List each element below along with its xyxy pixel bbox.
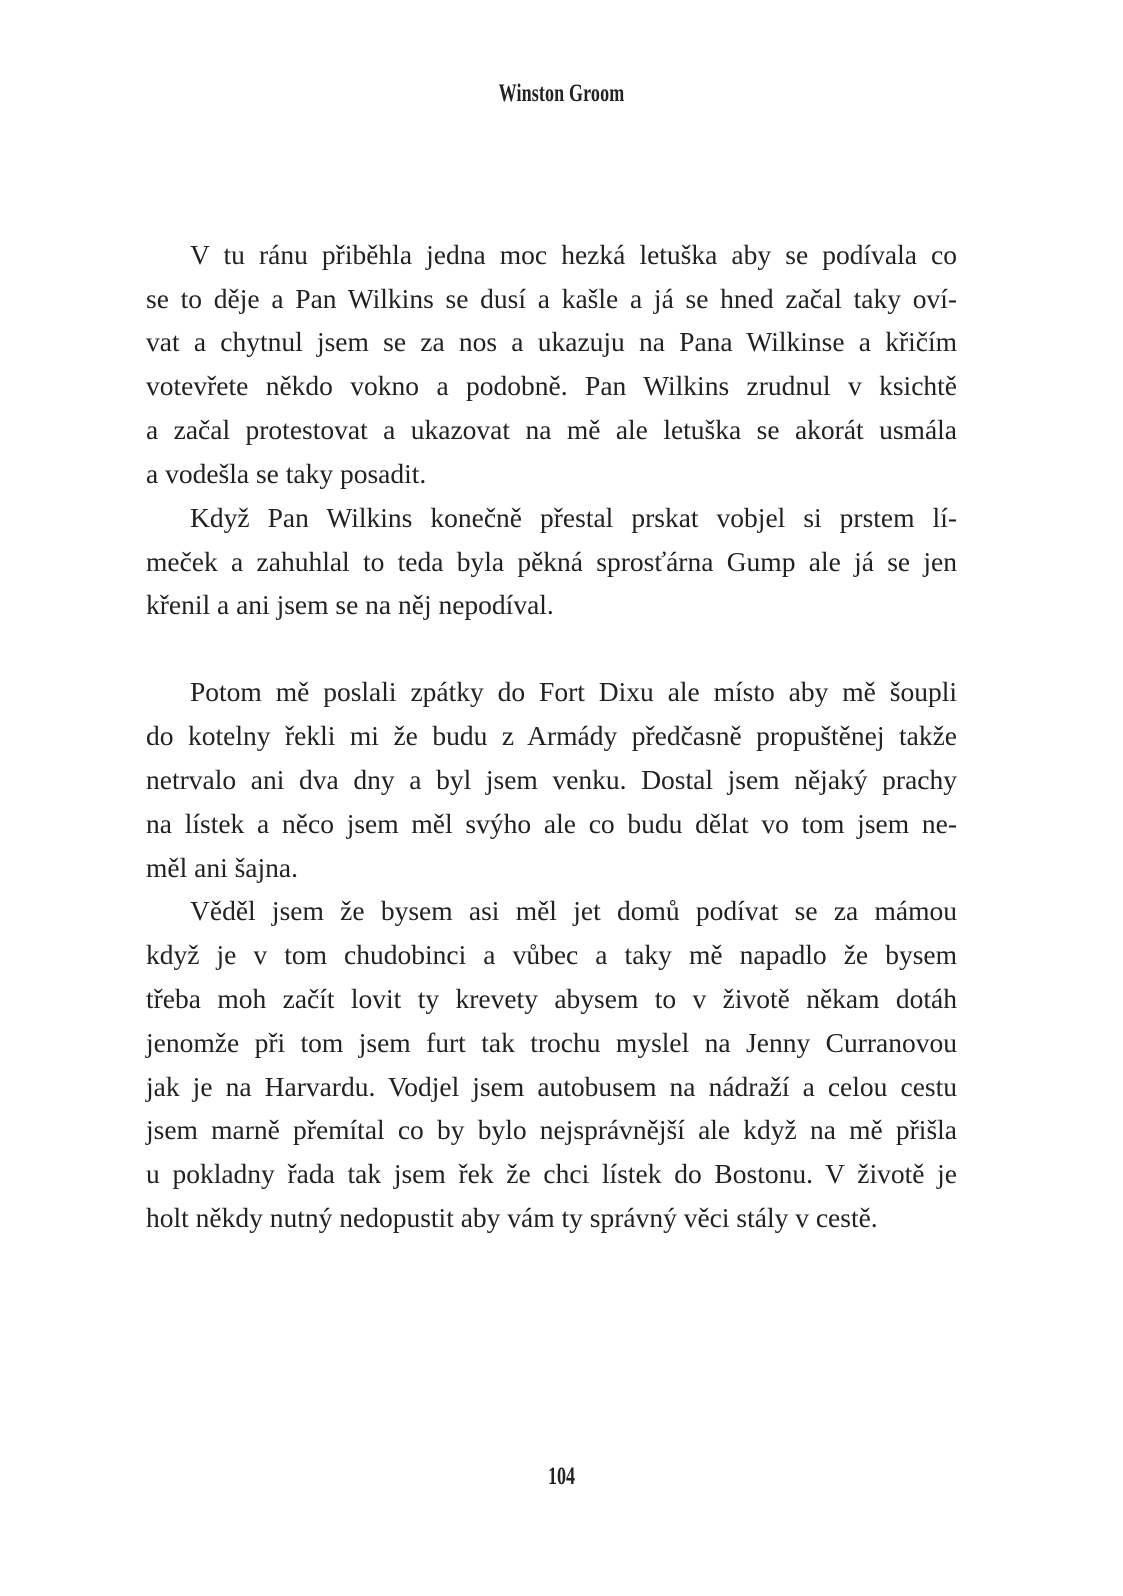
text-line: a vodešla se taky posadit. <box>146 458 427 489</box>
page-number: 104 <box>548 1463 575 1490</box>
text-line: jsem marně přemítal co by bylo nejsprávnější ale když na mě přišla <box>146 1114 957 1145</box>
text-line: Když Pan Wilkins konečně přestal prskat vobjel si prstem lí- <box>190 502 957 533</box>
text-line: u pokladny řada tak jsem řek že chci lístek do Bostonu. V životě je <box>146 1158 957 1189</box>
text-line: měl ani šajna. <box>146 852 298 883</box>
text-line: vat a chytnul jsem se za nos a ukazuju na Pana Wilkinse a křičím <box>146 326 957 357</box>
text-line: se to děje a Pan Wilkins se dusí a kašle a já se hned začal taky oví- <box>146 283 957 314</box>
text-line: votevřete někdo vokno a podobně. Pan Wilkins zrudnul v ksichtě <box>146 370 957 401</box>
text-line: do kotelny řekli mi že budu z Armády předčasně propuštěnej takže <box>146 720 957 751</box>
text-line: holt někdy nutný nedopustit aby vám ty správný věci stály v cestě. <box>146 1202 878 1233</box>
text-line: Potom mě poslali zpátky do Fort Dixu ale místo aby mě šoupli <box>190 676 957 707</box>
text-line: a začal protestovat a ukazovat na mě ale letuška se akorát usmála <box>146 414 957 445</box>
text-line: třeba moh začít lovit ty krevety abysem to v životě někam dotáh <box>146 983 957 1014</box>
text-line: když je v tom chudobinci a vůbec a taky mě napadlo že bysem <box>146 939 957 970</box>
text-line: na lístek a něco jsem měl svýho ale co budu dělat vo tom jsem ne- <box>146 808 957 839</box>
text-line: jak je na Harvardu. Vodjel jsem autobusem na nádraží a celou cestu <box>146 1071 957 1102</box>
running-head: Winston Groom <box>498 80 625 107</box>
text-line: meček a zahuhlal to teda byla pěkná sprosťárna Gump ale já se jen <box>146 546 957 577</box>
text-line: V tu ránu přiběhla jedna moc hezká letuška aby se podívala co <box>190 239 957 270</box>
text-line: jenomže při tom jsem furt tak trochu myslel na Jenny Curranovou <box>146 1027 957 1058</box>
text-line: Věděl jsem že bysem asi měl jet domů podívat se za mámou <box>190 895 957 926</box>
text-line: křenil a ani jsem se na něj nepodíval. <box>146 589 554 620</box>
text-line: netrvalo ani dva dny a byl jsem venku. Dostal jsem nějaký prachy <box>146 764 957 795</box>
